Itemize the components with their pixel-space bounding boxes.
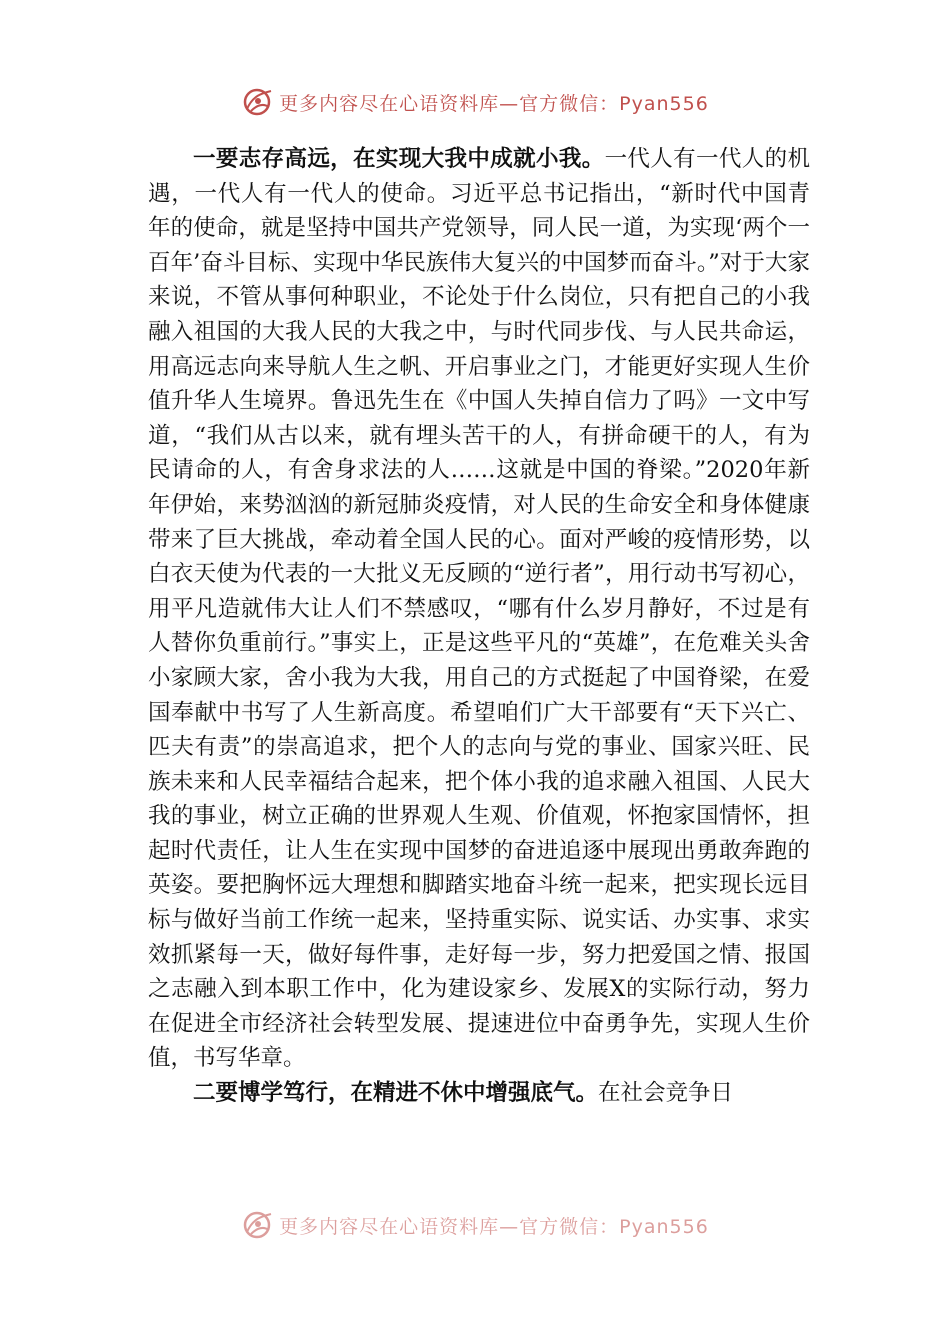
paragraph-1-heading: 一要志存高远，在实现大我中成就小我。 bbox=[193, 146, 605, 172]
paragraph-2-text: 在社会竞争日 bbox=[598, 1080, 734, 1107]
brush-signature-logo-icon bbox=[241, 1208, 275, 1242]
watermark-header bbox=[0, 82, 950, 122]
paragraph-2-heading: 二要博学笃行，在精进不休中增强底气。 bbox=[193, 1080, 599, 1107]
watermark-text-footer: 更多内容尽在心语资料库—官方微信：Pyan556 bbox=[279, 1215, 709, 1238]
paragraph-1-text: 一代人有一代人的机遇，一代人有一代人的使命。习近平总书记指出，“新时代中国青年的使命，就是坚持中国共产党领导，同人民一道，为实现‘两个一百年’奋斗目标、实现中华民族伟大复兴的中国梦而奋斗。”对于大家来说，不管从事何种职业，不论处于什么岗位，只有把自己的小我融入祖国的大我人民的大我之中，与时代同步伐、与人民共命运，用高远志向来导航人生之帆、开启事业之门，才能更好实现人生价值升华人生境界。鲁迅先生在《中国人失掉自信力了吗》一文中写道，“我们从古以来，就有埋头苦干的人，有拼命硬干的人，有为民请命的人，有舍身求法的人……这就是中国的脊梁。”2020年新年伊始，来势汹汹的新冠肺炎疫情，对人民的生命安全和身体健康带来了巨大挑战，牵动着全国人民的心。面对严峻的疫情形势，以白衣天使为代表的一大批义无反顾的“逆行者”，用行动书写初心，用平凡造就伟大让人们不禁感叹，“哪有什么岁月静好，不过是有人替你负重前行。”事实上，正是这些平凡的“英雄”，在危难关头舍小家顾大家，舍小我为大我，用自己的方式挺起了中国脊梁，在爱国奉献中书写了人生新高度。希望咱们广大干部要有“天下兴亡、匹夫有责”的崇高追求，把个人的志向与党的事业、国家兴旺、民族未来和人民幸福结合起来，把个体小我的追求融入祖国、人民大我的事业，树立正确的世界观人生观、价值观，怀抱家国情怀，担起时代责任，让人生在实现中国梦的奋进追逐中展现出勇敢奔跑的英姿。要把胸怀远大理想和脚踏实地奋斗统一起来，把实现长远目标与做好当前工作统一起来，坚持重实际、说实话、办实事、求实效抓紧每一天，做好每件事，走好每一步，努力把爱国之情、报国之志融入到本职工作中，化为建设家乡、发展X的实际行动，努力在促进全市经济社会转型发展、提速进位中奋勇争先，实现人生价值，书写华章。 bbox=[148, 146, 810, 1072]
watermark-text: 更多内容尽在心语资料库—官方微信：Pyan556 bbox=[279, 92, 709, 115]
paragraph-1 bbox=[148, 142, 810, 1076]
paragraph-2 bbox=[148, 1076, 810, 1111]
brush-signature-logo-icon bbox=[241, 85, 275, 119]
document-body bbox=[148, 142, 810, 1111]
watermark-footer bbox=[0, 1205, 950, 1245]
